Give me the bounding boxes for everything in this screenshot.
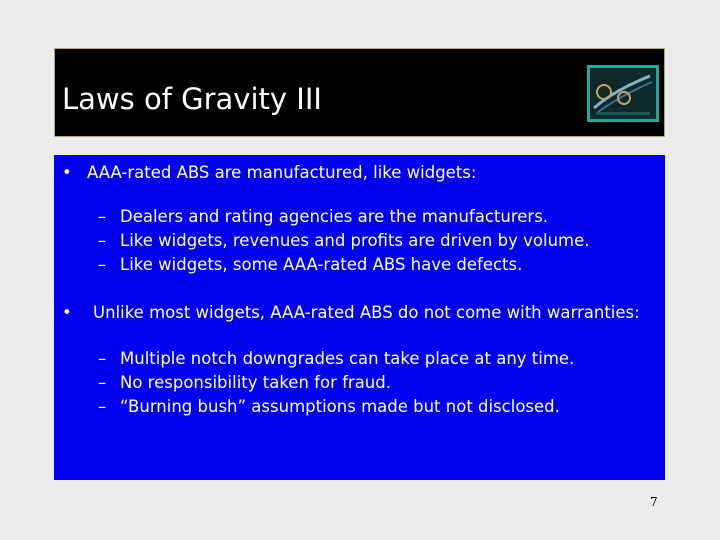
bullet-text: Unlike most widgets, AAA-rated ABS do not come with warranties: (93, 303, 640, 322)
bullet-marker: • (62, 303, 72, 322)
slide-title: Laws of Gravity III (62, 82, 322, 116)
sub-bullet-marker: – (98, 397, 107, 416)
logo-icon (587, 65, 659, 122)
sub-bullet-text: “Burning bush” assumptions made but not disclosed. (120, 397, 560, 416)
page-number: 7 (650, 495, 658, 509)
sub-bullet-marker: – (98, 373, 107, 392)
sub-bullet-marker: – (98, 207, 107, 226)
content-area (54, 155, 665, 480)
title-bar (54, 48, 665, 137)
sub-bullet-text: Like widgets, revenues and profits are driven by volume. (120, 231, 590, 250)
sub-bullet-text: Multiple notch downgrades can take place at any time. (120, 349, 575, 368)
bullet-marker: • (62, 163, 72, 182)
sub-bullet-marker: – (98, 349, 107, 368)
sub-bullet-marker: – (98, 231, 107, 250)
bullet-text: AAA-rated ABS are manufactured, like widgets: (87, 163, 477, 182)
sub-bullet-text: Like widgets, some AAA-rated ABS have defects. (120, 255, 523, 274)
sub-bullet-marker: – (98, 255, 107, 274)
sub-bullet-text: Dealers and rating agencies are the manufacturers. (120, 207, 549, 226)
sub-bullet-text: No responsibility taken for fraud. (120, 373, 391, 392)
